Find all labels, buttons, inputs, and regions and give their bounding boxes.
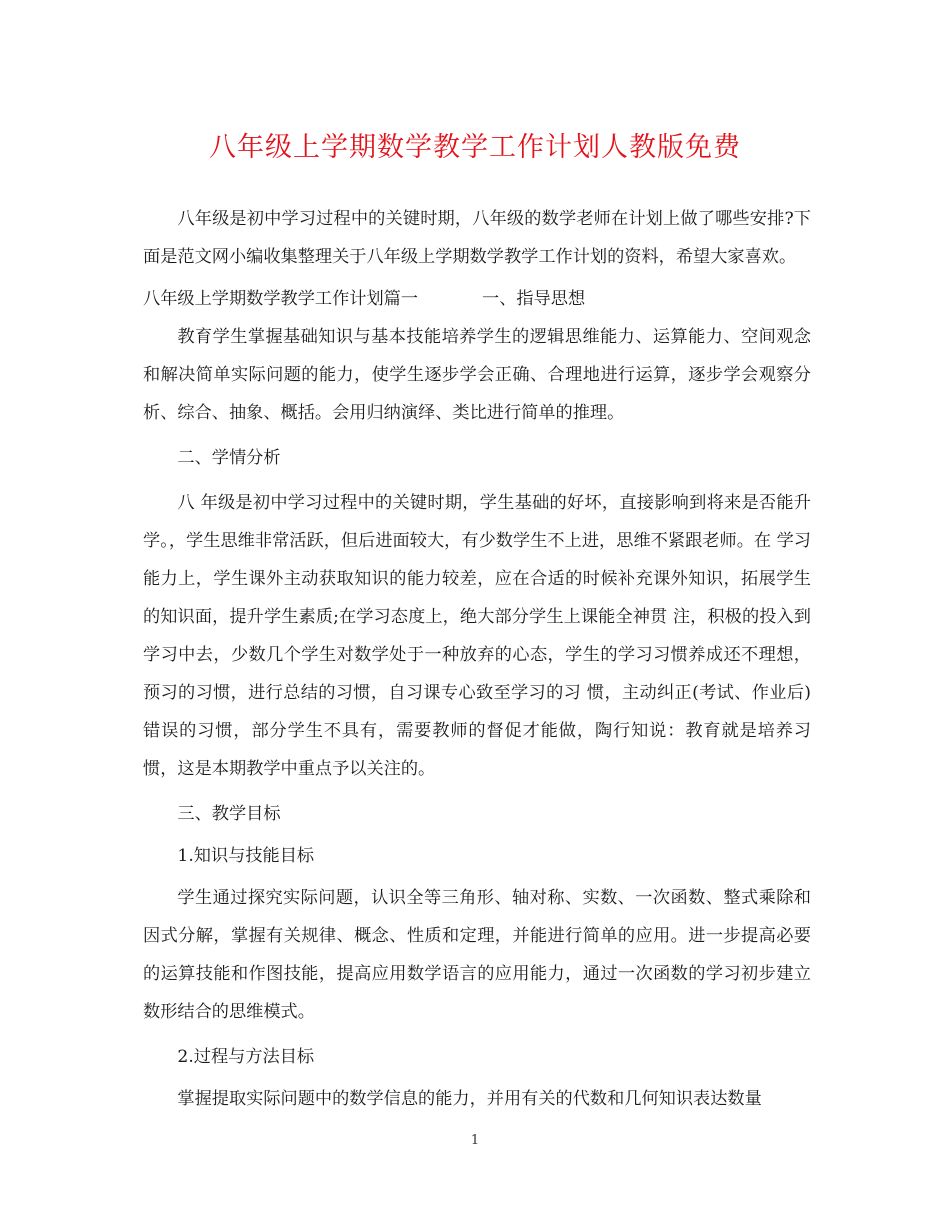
section-heading-line [143,280,811,318]
document-title: 八年级上学期数学教学工作计划人教版免费 [209,132,741,163]
knowledge-skills-paragraph: 学生通过探究实际问题，认识全等三角形、轴对称、实数、一次函数、整式乘除和因式分解，掌握有关规律、概念、性质和定理，并能进行简单的应用。进一步提高必要的运算技能和作图技能，提高应用数学语言的应用能力，通过一次函数的学习初步建立数形结合的思维模式。 [143,888,811,1022]
student-analysis-paragraph: 八 年级是初中学习过程中的关键时期，学生基础的好坏，直接影响到将来是否能升学。，学生思维非常活跃，但后进面较大，有少数学生不上进，思维不紧跟老师。在 学习能力上，学生课外主动获取知识的能力较差，应在合适的时候补充课外知识，拓展学生的知识面，提升学生素质;在学习态度上，绝大部分学生上课能全神贯 注，积极的投入到学习中去，少数几个学生对数学处于一种放弃的心态，学生的学习习惯养成还不理想，预习的习惯，进行总结的习惯，自习课专心致至学习的习 惯，主动纠正(考试、作业后)错误的习惯，部分学生不具有，需要教师的督促才能做，陶行知说：教育就是培养习惯，这是本期教学中重点予以关注的。 [143,493,811,779]
document-body [143,200,811,1118]
heading-process-method: 2.过程与方法目标 [177,1047,315,1067]
process-method-paragraph: 掌握提取实际问题中的数学信息的能力，并用有关的代数和几何知识表达数量 [177,1089,762,1109]
page-number: 1 [470,1133,480,1148]
heading-guiding-ideology: 一、指导思想 [482,289,586,309]
intro-paragraph: 八年级是初中学习过程中的关键时期，八年级的数学老师在计划上做了哪些安排?下面是范文网小编收集整理关于八年级上学期数学教学工作计划的资料，希望大家喜欢。 [143,209,811,267]
guiding-ideology-paragraph: 教育学生掌握基础知识与基本技能培养学生的逻辑思维能力、运算能力、空间观念和解决简单实际问题的能力，使学生逐步学会正确、合理地进行运算，逐步学会观察分析、综合、抽象、概括。会用归纳演绎、类比进行简单的推理。 [143,327,811,423]
plan-section-title: 八年级上学期数学教学工作计划篇一 [143,289,419,309]
heading-student-analysis: 二、学情分析 [177,448,281,468]
heading-teaching-goals: 三、教学目标 [177,804,281,824]
heading-knowledge-skills: 1.知识与技能目标 [177,846,315,866]
